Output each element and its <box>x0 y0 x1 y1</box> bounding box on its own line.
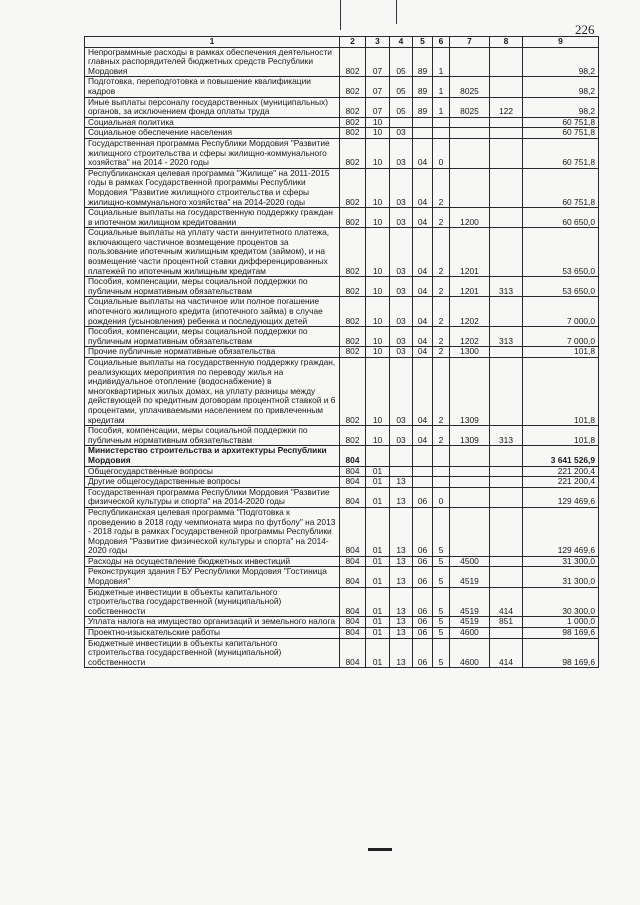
row-code-cell: 04 <box>413 277 433 297</box>
row-sum-cell: 30 300,0 <box>523 587 599 617</box>
row-sum-cell: 60 650,0 <box>523 208 599 228</box>
row-code-cell: 5 <box>433 567 450 587</box>
row-code-cell <box>450 487 490 507</box>
row-code-cell: 01 <box>366 507 390 556</box>
row-code-cell: 03 <box>390 297 413 327</box>
table-row <box>85 567 599 587</box>
row-code-cell: 5 <box>433 638 450 668</box>
row-sum-cell: 60 751,8 <box>523 138 599 168</box>
row-code-cell: 313 <box>490 277 523 297</box>
row-code-cell: 07 <box>366 47 390 77</box>
row-code-cell <box>490 208 523 228</box>
row-code-cell: 10 <box>366 128 390 139</box>
row-sum-cell: 7 000,0 <box>523 327 599 347</box>
table-row <box>85 358 599 426</box>
column-header: 5 <box>413 37 433 48</box>
row-code-cell <box>450 168 490 207</box>
table-row <box>85 477 599 488</box>
row-code-cell: 804 <box>340 638 366 668</box>
row-code-cell <box>390 446 413 466</box>
row-code-cell: 89 <box>413 77 433 97</box>
table-row <box>85 128 599 139</box>
row-sum-cell: 60 751,8 <box>523 117 599 128</box>
row-code-cell: 89 <box>413 97 433 117</box>
row-code-cell <box>450 466 490 477</box>
row-code-cell <box>490 507 523 556</box>
row-sum-cell: 129 469,6 <box>523 507 599 556</box>
row-code-cell: 802 <box>340 168 366 207</box>
row-sum-cell: 98,2 <box>523 47 599 77</box>
row-name-cell: Республиканская целевая программа "Жилище" на 2011-2015 годы в рамках Государственной программы Республики Мордовия "Развитие жилищного строительства и сферы жилищно-коммунального хозяйства" на 2014-2020 годы <box>85 168 340 207</box>
row-sum-cell: 53 650,0 <box>523 228 599 277</box>
table-row <box>85 228 599 277</box>
row-code-cell: 8025 <box>450 97 490 117</box>
row-code-cell <box>413 117 433 128</box>
row-code-cell: 1201 <box>450 277 490 297</box>
row-code-cell <box>433 117 450 128</box>
scan-artifact <box>368 848 392 851</box>
row-code-cell <box>490 358 523 426</box>
column-header: 1 <box>85 37 340 48</box>
binding-mark-left <box>340 0 341 30</box>
row-code-cell <box>490 297 523 327</box>
row-sum-cell: 53 650,0 <box>523 277 599 297</box>
table-row <box>85 297 599 327</box>
row-code-cell: 802 <box>340 277 366 297</box>
row-name-cell: Государственная программа Республики Мордовия "Развитие физической культуры и спорта" на 2014-2020 годы <box>85 487 340 507</box>
row-code-cell: 04 <box>413 347 433 358</box>
row-code-cell: 05 <box>390 77 413 97</box>
row-code-cell <box>490 477 523 488</box>
row-code-cell: 0 <box>433 487 450 507</box>
row-code-cell: 03 <box>390 168 413 207</box>
row-code-cell <box>490 567 523 587</box>
row-code-cell: 10 <box>366 358 390 426</box>
row-name-cell: Проектно-изыскательские работы <box>85 628 340 639</box>
table-row <box>85 556 599 567</box>
row-code-cell: 03 <box>390 358 413 426</box>
row-code-cell: 802 <box>340 117 366 128</box>
row-sum-cell: 60 751,8 <box>523 128 599 139</box>
row-code-cell: 2 <box>433 297 450 327</box>
row-code-cell: 03 <box>390 138 413 168</box>
budget-table <box>84 36 599 668</box>
table-row <box>85 426 599 446</box>
row-code-cell: 2 <box>433 426 450 446</box>
row-code-cell: 06 <box>413 587 433 617</box>
row-code-cell: 4600 <box>450 638 490 668</box>
table-row <box>85 446 599 466</box>
row-name-cell: Общегосударственные вопросы <box>85 466 340 477</box>
row-code-cell: 03 <box>390 277 413 297</box>
row-code-cell <box>490 347 523 358</box>
row-code-cell: 802 <box>340 228 366 277</box>
table-row <box>85 507 599 556</box>
table-row <box>85 97 599 117</box>
row-code-cell <box>433 466 450 477</box>
row-sum-cell: 98 169,6 <box>523 628 599 639</box>
row-code-cell <box>450 47 490 77</box>
row-code-cell: 1309 <box>450 426 490 446</box>
row-name-cell: Другие общегосударственные вопросы <box>85 477 340 488</box>
column-header-row <box>85 37 599 48</box>
row-code-cell: 4519 <box>450 567 490 587</box>
row-sum-cell: 98 169,6 <box>523 638 599 668</box>
table-row <box>85 638 599 668</box>
row-code-cell: 01 <box>366 466 390 477</box>
table-row <box>85 617 599 628</box>
row-code-cell <box>450 117 490 128</box>
row-code-cell: 804 <box>340 446 366 466</box>
table-row <box>85 168 599 207</box>
row-sum-cell: 221 200,4 <box>523 466 599 477</box>
row-name-cell: Социальные выплаты на уплату части аннуитетного платежа, включающего частичное возмещение процентов за пользование ипотечным жилищным кредитом (займом), и на возмещение части процентной ставки дифференцированных платежей по ипотечным жилищным кредитам <box>85 228 340 277</box>
page-number: 226 <box>575 22 595 37</box>
row-code-cell: 2 <box>433 327 450 347</box>
row-code-cell: 01 <box>366 587 390 617</box>
row-code-cell <box>413 477 433 488</box>
row-code-cell <box>450 446 490 466</box>
row-code-cell <box>413 446 433 466</box>
row-code-cell: 2 <box>433 358 450 426</box>
row-code-cell: 802 <box>340 426 366 446</box>
row-name-cell: Бюджетные инвестиции в объекты капитального строительства государственной (муниципальной) собственности <box>85 587 340 617</box>
row-code-cell <box>450 128 490 139</box>
row-code-cell: 4600 <box>450 628 490 639</box>
row-code-cell: 06 <box>413 487 433 507</box>
row-code-cell: 1309 <box>450 358 490 426</box>
row-code-cell: 851 <box>490 617 523 628</box>
row-code-cell: 1 <box>433 77 450 97</box>
row-code-cell: 06 <box>413 638 433 668</box>
row-sum-cell: 101,8 <box>523 426 599 446</box>
row-code-cell: 1 <box>433 47 450 77</box>
row-sum-cell: 31 300,0 <box>523 567 599 587</box>
binding-mark-right <box>396 0 397 24</box>
row-name-cell: Реконструкция здания ГБУ Республики Мордовия "Гостиница Мордовия" <box>85 567 340 587</box>
row-name-cell: Социальные выплаты на государственную поддержку граждан в ипотечном жилищном кредитовании <box>85 208 340 228</box>
row-code-cell: 10 <box>366 277 390 297</box>
row-code-cell: 804 <box>340 617 366 628</box>
row-code-cell: 313 <box>490 426 523 446</box>
row-name-cell: Республиканская целевая программа "Подготовка к проведению в 2018 году чемпионата мира по футболу" на 2013 - 2018 годы в рамках Государственной программы Республики Мордовия "Развитие физической культуры и спорта" на 2014-2020 годы <box>85 507 340 556</box>
table-row <box>85 466 599 477</box>
row-code-cell: 01 <box>366 628 390 639</box>
row-code-cell: 06 <box>413 628 433 639</box>
row-code-cell: 01 <box>366 487 390 507</box>
row-code-cell: 06 <box>413 556 433 567</box>
row-code-cell: 2 <box>433 228 450 277</box>
table-row <box>85 117 599 128</box>
row-code-cell: 5 <box>433 628 450 639</box>
row-code-cell: 802 <box>340 327 366 347</box>
row-code-cell: 313 <box>490 327 523 347</box>
row-code-cell <box>366 446 390 466</box>
row-code-cell: 8025 <box>450 77 490 97</box>
row-code-cell: 05 <box>390 97 413 117</box>
row-sum-cell: 98,2 <box>523 77 599 97</box>
row-code-cell: 13 <box>390 567 413 587</box>
row-code-cell <box>490 77 523 97</box>
row-name-cell: Уплата налога на имущество организаций и земельного налога <box>85 617 340 628</box>
row-code-cell: 13 <box>390 617 413 628</box>
column-header: 8 <box>490 37 523 48</box>
column-header: 6 <box>433 37 450 48</box>
table-row <box>85 77 599 97</box>
row-code-cell: 03 <box>390 208 413 228</box>
row-code-cell <box>413 466 433 477</box>
row-code-cell: 802 <box>340 138 366 168</box>
row-name-cell: Государственная программа Республики Мордовия "Развитие жилищного строительства и сферы жилищно-коммунального хозяйства" на 2014 - 2020 годы <box>85 138 340 168</box>
row-code-cell <box>490 117 523 128</box>
row-code-cell: 10 <box>366 347 390 358</box>
row-code-cell: 802 <box>340 297 366 327</box>
row-code-cell: 5 <box>433 507 450 556</box>
row-code-cell <box>490 446 523 466</box>
row-code-cell: 10 <box>366 117 390 128</box>
column-header: 3 <box>366 37 390 48</box>
row-code-cell: 10 <box>366 228 390 277</box>
row-code-cell: 1201 <box>450 228 490 277</box>
row-code-cell: 414 <box>490 638 523 668</box>
row-code-cell: 04 <box>413 228 433 277</box>
row-code-cell: 13 <box>390 638 413 668</box>
row-code-cell: 13 <box>390 487 413 507</box>
row-code-cell: 5 <box>433 587 450 617</box>
row-name-cell: Социальная политика <box>85 117 340 128</box>
row-code-cell: 804 <box>340 628 366 639</box>
row-code-cell: 04 <box>413 297 433 327</box>
row-name-cell: Социальные выплаты на государственную поддержку граждан, реализующих мероприятия по переводу жилья на индивидуальное отопление (водоснабжение) в многоквартирных жилых домах, на уплату разницы между действующей по кредитным договорам процентной ставкой и 6 процентами, уплачиваемыми населением по привлеченным кредитам <box>85 358 340 426</box>
row-name-cell: Иные выплаты персоналу государственных (муниципальных) органов, за исключением фонда оплаты труда <box>85 97 340 117</box>
row-sum-cell: 101,8 <box>523 358 599 426</box>
column-header: 2 <box>340 37 366 48</box>
row-sum-cell: 1 000,0 <box>523 617 599 628</box>
row-sum-cell: 98,2 <box>523 97 599 117</box>
row-code-cell: 06 <box>413 507 433 556</box>
row-code-cell: 1 <box>433 97 450 117</box>
row-code-cell: 13 <box>390 587 413 617</box>
row-code-cell: 03 <box>390 426 413 446</box>
row-code-cell: 804 <box>340 507 366 556</box>
row-code-cell: 804 <box>340 567 366 587</box>
row-code-cell: 2 <box>433 168 450 207</box>
row-code-cell: 10 <box>366 138 390 168</box>
row-code-cell: 1202 <box>450 327 490 347</box>
row-code-cell <box>490 487 523 507</box>
row-code-cell: 04 <box>413 327 433 347</box>
row-code-cell: 5 <box>433 556 450 567</box>
row-code-cell <box>490 556 523 567</box>
row-code-cell: 01 <box>366 556 390 567</box>
row-name-cell: Социальные выплаты на частичное или полное погашение ипотечного жилищного кредита (ипотечного займа) в случае рождения (усыновления) ребенка и последующих детей <box>85 297 340 327</box>
row-name-cell: Министерство строительства и архитектуры Республики Мордовия <box>85 446 340 466</box>
row-name-cell: Пособия, компенсации, меры социальной поддержки по публичным нормативным обязательствам <box>85 277 340 297</box>
row-code-cell: 802 <box>340 347 366 358</box>
row-code-cell: 804 <box>340 487 366 507</box>
row-code-cell: 10 <box>366 327 390 347</box>
row-name-cell: Прочие публичные нормативные обязательства <box>85 347 340 358</box>
row-code-cell <box>390 466 413 477</box>
row-code-cell <box>433 128 450 139</box>
row-code-cell: 10 <box>366 297 390 327</box>
row-code-cell: 802 <box>340 358 366 426</box>
row-sum-cell: 3 641 526,9 <box>523 446 599 466</box>
row-code-cell <box>450 507 490 556</box>
row-sum-cell: 221 200,4 <box>523 477 599 488</box>
row-code-cell: 10 <box>366 426 390 446</box>
column-header: 7 <box>450 37 490 48</box>
row-code-cell: 2 <box>433 347 450 358</box>
row-code-cell: 07 <box>366 77 390 97</box>
row-sum-cell: 60 751,8 <box>523 168 599 207</box>
row-code-cell: 2 <box>433 208 450 228</box>
row-code-cell <box>490 628 523 639</box>
row-code-cell <box>390 117 413 128</box>
row-sum-cell: 31 300,0 <box>523 556 599 567</box>
row-code-cell: 414 <box>490 587 523 617</box>
row-code-cell: 804 <box>340 477 366 488</box>
row-code-cell: 13 <box>390 556 413 567</box>
table-row <box>85 587 599 617</box>
table-row <box>85 138 599 168</box>
row-code-cell: 802 <box>340 208 366 228</box>
row-code-cell <box>450 477 490 488</box>
row-sum-cell: 101,8 <box>523 347 599 358</box>
row-code-cell: 10 <box>366 208 390 228</box>
row-code-cell <box>490 228 523 277</box>
table-row <box>85 347 599 358</box>
table-row <box>85 277 599 297</box>
row-code-cell: 1300 <box>450 347 490 358</box>
row-code-cell: 01 <box>366 477 390 488</box>
row-name-cell: Подготовка, переподготовка и повышение квалификации кадров <box>85 77 340 97</box>
row-name-cell: Расходы на осуществление бюджетных инвестиций <box>85 556 340 567</box>
row-code-cell <box>433 477 450 488</box>
row-code-cell: 03 <box>390 128 413 139</box>
row-code-cell: 06 <box>413 567 433 587</box>
row-name-cell: Бюджетные инвестиции в объекты капитального строительства государственной (муниципальной) собственности <box>85 638 340 668</box>
row-code-cell: 13 <box>390 507 413 556</box>
row-code-cell: 04 <box>413 138 433 168</box>
row-name-cell: Непрограммные расходы в рамках обеспечения деятельности главных распорядителей бюджетных средств Республики Мордовия <box>85 47 340 77</box>
table-row <box>85 47 599 77</box>
row-code-cell <box>433 446 450 466</box>
row-code-cell: 01 <box>366 638 390 668</box>
row-code-cell: 01 <box>366 567 390 587</box>
row-code-cell: 13 <box>390 477 413 488</box>
row-code-cell: 4500 <box>450 556 490 567</box>
row-name-cell: Пособия, компенсации, меры социальной поддержки по публичным нормативным обязательствам <box>85 327 340 347</box>
table-row <box>85 628 599 639</box>
row-code-cell: 804 <box>340 587 366 617</box>
row-code-cell: 804 <box>340 466 366 477</box>
row-code-cell: 0 <box>433 138 450 168</box>
row-code-cell: 04 <box>413 168 433 207</box>
row-code-cell: 06 <box>413 617 433 628</box>
row-code-cell: 10 <box>366 168 390 207</box>
row-code-cell: 03 <box>390 347 413 358</box>
row-code-cell: 5 <box>433 617 450 628</box>
row-code-cell: 1200 <box>450 208 490 228</box>
row-code-cell: 04 <box>413 426 433 446</box>
row-code-cell <box>413 128 433 139</box>
row-code-cell: 4519 <box>450 617 490 628</box>
table-row <box>85 327 599 347</box>
row-code-cell: 1202 <box>450 297 490 327</box>
row-sum-cell: 129 469,6 <box>523 487 599 507</box>
column-header: 9 <box>523 37 599 48</box>
row-code-cell: 802 <box>340 47 366 77</box>
table-row <box>85 487 599 507</box>
row-sum-cell: 7 000,0 <box>523 297 599 327</box>
row-code-cell: 802 <box>340 77 366 97</box>
row-name-cell: Социальное обеспечение населения <box>85 128 340 139</box>
row-code-cell <box>490 128 523 139</box>
row-code-cell: 4519 <box>450 587 490 617</box>
row-code-cell: 01 <box>366 617 390 628</box>
column-header: 4 <box>390 37 413 48</box>
row-code-cell: 07 <box>366 97 390 117</box>
row-code-cell <box>450 138 490 168</box>
row-code-cell: 05 <box>390 47 413 77</box>
row-code-cell: 122 <box>490 97 523 117</box>
row-code-cell: 03 <box>390 228 413 277</box>
row-code-cell <box>490 138 523 168</box>
row-code-cell: 89 <box>413 47 433 77</box>
row-code-cell: 802 <box>340 97 366 117</box>
row-code-cell: 802 <box>340 128 366 139</box>
row-code-cell <box>490 47 523 77</box>
row-code-cell: 804 <box>340 556 366 567</box>
row-code-cell: 13 <box>390 628 413 639</box>
row-code-cell: 03 <box>390 327 413 347</box>
row-code-cell: 04 <box>413 208 433 228</box>
row-code-cell: 2 <box>433 277 450 297</box>
row-code-cell <box>490 168 523 207</box>
row-code-cell: 04 <box>413 358 433 426</box>
table-row <box>85 208 599 228</box>
row-code-cell <box>490 466 523 477</box>
row-name-cell: Пособия, компенсации, меры социальной поддержки по публичным нормативным обязательствам <box>85 426 340 446</box>
